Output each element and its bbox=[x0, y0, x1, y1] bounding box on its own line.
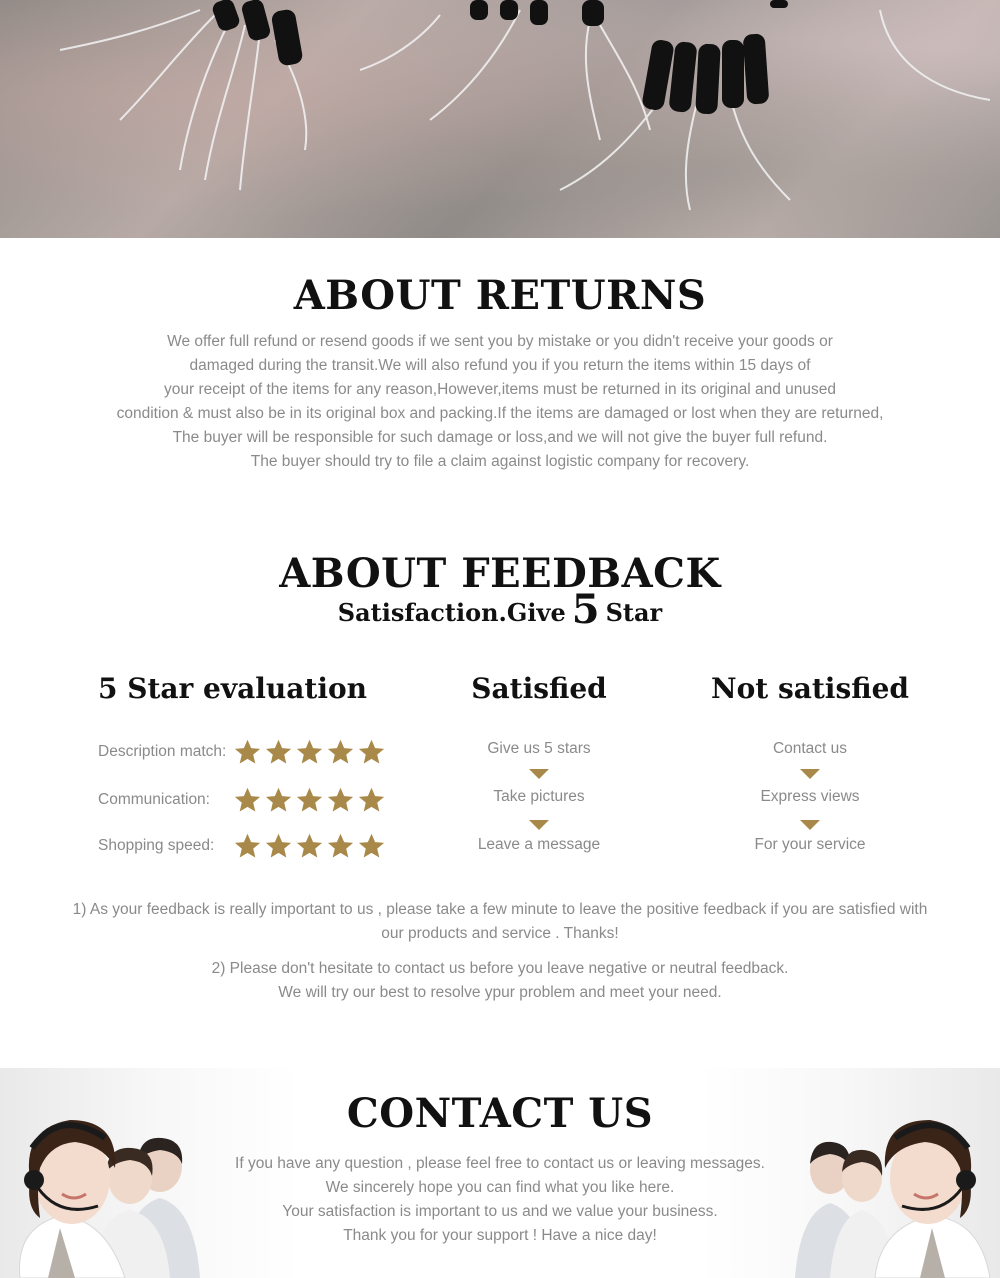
not-satisfied-step: Express views bbox=[760, 788, 860, 805]
star-rating bbox=[232, 832, 387, 860]
star-icon bbox=[232, 832, 263, 860]
returns-title: ABOUT RETURNS bbox=[293, 272, 707, 319]
customer-service-agents-image bbox=[790, 1068, 1000, 1278]
star-icon bbox=[263, 832, 294, 860]
satisfied-step: Give us 5 stars bbox=[487, 740, 591, 757]
star-rating bbox=[232, 738, 387, 766]
note-line: We will try our best to resolve ypur problem and meet your need. bbox=[278, 984, 722, 1001]
not-satisfied-step: Contact us bbox=[772, 740, 848, 757]
star-icon bbox=[294, 738, 325, 766]
contact-line: Thank you for your support ! Have a nice day! bbox=[343, 1227, 657, 1244]
down-arrow-icon bbox=[800, 820, 820, 830]
star-icon bbox=[232, 738, 263, 766]
returns-line: The buyer will be responsible for such damage or loss,and we will not give the buyer full refund. bbox=[172, 429, 828, 446]
note-line: our products and service . Thanks! bbox=[381, 925, 619, 942]
down-arrow-icon bbox=[529, 769, 549, 779]
satisfied-step: Take pictures bbox=[493, 788, 585, 805]
star-icon bbox=[232, 786, 263, 814]
returns-line: your receipt of the items for any reason,However,items must be returned in its original and unused bbox=[163, 381, 836, 398]
contact-title: CONTACT US bbox=[346, 1090, 654, 1137]
star-icon bbox=[356, 786, 387, 814]
satisfied-step: Leave a message bbox=[477, 836, 601, 853]
returns-line: condition & must also be in its original box and packing.If the items are damaged or lost when they are returned, bbox=[116, 405, 884, 422]
star-icon bbox=[356, 832, 387, 860]
feedback-note-2 bbox=[0, 957, 1000, 1005]
feedback-note-1 bbox=[0, 898, 1000, 946]
note-line: 1) As your feedback is really important to us , please take a few minute to leave the positive feedback if you are satisfied with bbox=[72, 901, 928, 918]
product-photo-banner bbox=[0, 0, 1000, 238]
feedback-title: ABOUT FEEDBACK bbox=[279, 550, 721, 597]
contact-line: We sincerely hope you can find what you like here. bbox=[325, 1179, 675, 1196]
star-icon bbox=[263, 738, 294, 766]
rating-label: Communication: bbox=[98, 791, 210, 808]
satisfied-column-title: Satisfied bbox=[471, 672, 607, 705]
rating-row-description bbox=[98, 737, 387, 767]
returns-line: We offer full refund or resend goods if we sent you by mistake or you didn't receive your goods or bbox=[167, 333, 833, 350]
feedback-subtitle bbox=[0, 586, 1000, 633]
rating-label: Description match: bbox=[98, 743, 227, 760]
star-icon bbox=[263, 786, 294, 814]
not-satisfied-column-title: Not satisfied bbox=[711, 672, 909, 705]
star-icon bbox=[294, 786, 325, 814]
rating-label: Shopping speed: bbox=[98, 837, 215, 854]
evaluation-column-title: 5 Star evaluation bbox=[98, 672, 367, 705]
contact-section bbox=[0, 1068, 1000, 1278]
returns-policy-text bbox=[0, 330, 1000, 474]
star-icon bbox=[325, 786, 356, 814]
star-icon bbox=[294, 832, 325, 860]
star-icon bbox=[356, 738, 387, 766]
rating-row-shopping-speed bbox=[98, 831, 387, 861]
not-satisfied-step: For your service bbox=[754, 836, 866, 853]
star-icon bbox=[325, 738, 356, 766]
contact-line: If you have any question , please feel free to contact us or leaving messages. bbox=[235, 1155, 765, 1172]
returns-line: damaged during the transit.We will also refund you if you return the items within 15 days of bbox=[189, 357, 811, 374]
product-photo bbox=[0, 0, 1000, 238]
down-arrow-icon bbox=[529, 820, 549, 830]
subtitle-number: 5 bbox=[571, 586, 600, 633]
subtitle-text: Satisfaction.Give bbox=[337, 598, 566, 627]
subtitle-text: Star bbox=[605, 598, 663, 627]
returns-line: The buyer should try to file a claim against logistic company for recovery. bbox=[250, 453, 750, 470]
star-rating bbox=[232, 786, 387, 814]
down-arrow-icon bbox=[800, 769, 820, 779]
contact-line: Your satisfaction is important to us and we value your business. bbox=[282, 1203, 718, 1220]
star-icon bbox=[325, 832, 356, 860]
rating-row-communication bbox=[98, 785, 387, 815]
note-line: 2) Please don't hesitate to contact us before you leave negative or neutral feedback. bbox=[211, 960, 789, 977]
